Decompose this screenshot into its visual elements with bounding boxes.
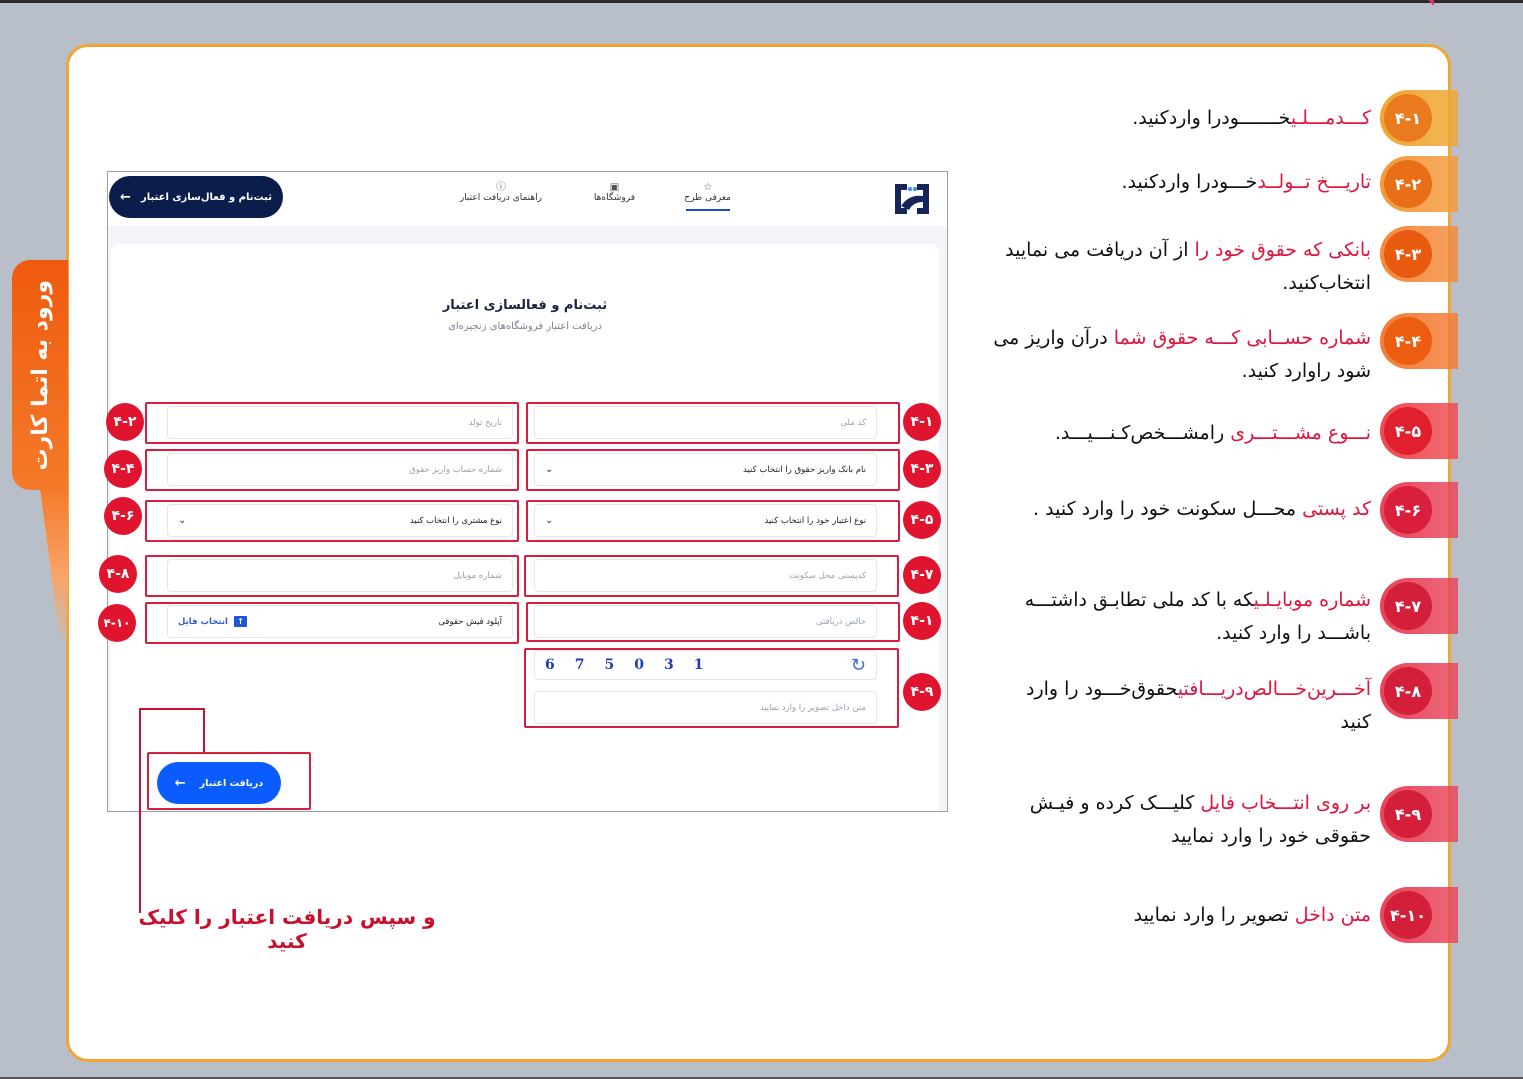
step-number: ۴-۶ — [1384, 486, 1432, 534]
placeholder: کد ملی — [840, 417, 866, 428]
form-title: ثبت‌نام و فعالسازی اعتبار — [442, 298, 608, 313]
step-ribbon — [1380, 403, 1458, 459]
step-ribbon — [1380, 663, 1458, 719]
instruction-text — [1001, 417, 1371, 450]
instruction-text — [1071, 899, 1371, 932]
account-number-input[interactable] — [167, 453, 513, 486]
connector-line — [139, 708, 141, 913]
step-number: ۴-۵ — [1384, 407, 1432, 455]
placeholder: شماره موبایل — [453, 570, 502, 581]
step-badge: ۴-۶ — [104, 497, 142, 535]
tab-label: راهنمای دریافت اعتبار — [459, 193, 542, 203]
step-badge: ۴-۴ — [104, 450, 142, 488]
instruction-text — [971, 234, 1371, 300]
chevron-down-icon: ⌄ — [545, 515, 554, 526]
instruction-text — [991, 322, 1371, 388]
get-credit-label: دریافت اعتبار — [199, 777, 264, 789]
choose-file-button[interactable] — [178, 616, 247, 627]
store-icon: ▣ — [609, 182, 620, 193]
connector-line — [139, 708, 205, 710]
upload-folder-icon: ↑ — [234, 616, 247, 627]
mobile-input[interactable] — [167, 559, 513, 592]
step-badge: ۴-۹ — [903, 673, 941, 711]
instruction-segment: رامشـــخص‌کـنـــیـــد. — [1054, 422, 1231, 444]
national-code-input[interactable] — [534, 406, 877, 439]
instruction-text — [1031, 102, 1371, 135]
step-ribbon — [1380, 887, 1458, 943]
tab-stores[interactable] — [594, 182, 635, 203]
step-badge: ۴-۱ — [903, 602, 941, 640]
step-ribbon — [1380, 90, 1458, 146]
step-ribbon — [1380, 578, 1458, 634]
instruction-highlight: کد پستی — [1302, 498, 1371, 520]
step-number: ۴-۷ — [1384, 582, 1432, 630]
step-ribbon — [1380, 482, 1458, 538]
upload-label: آپلود فیش حقوقی — [438, 616, 502, 627]
captcha-digit: 6 — [545, 657, 555, 673]
captcha-digit: 1 — [693, 657, 704, 673]
instruction-text — [991, 584, 1371, 650]
step-number: ۴-۱۰ — [1384, 891, 1432, 939]
instruction-highlight: کـــدمـــلـی — [1290, 107, 1371, 129]
captcha-input[interactable] — [534, 691, 877, 724]
step-number: ۴-۱ — [1384, 94, 1432, 142]
tab-guide[interactable] — [460, 182, 542, 203]
instruction-highlight: بانکی که حقوق خود را — [1194, 239, 1371, 261]
active-tab-indicator — [686, 209, 730, 211]
placeholder: خالص دریافتی — [815, 616, 866, 627]
form-subtitle: دریافت اعتبار فروشگاه‌های زنجیره‌ای — [448, 321, 602, 332]
customer-type-select[interactable] — [167, 504, 513, 537]
instruction-highlight: شماره موبایـلـی — [1253, 589, 1371, 611]
tab-label: معرفی طرح — [684, 193, 731, 203]
arrow-left-icon: ← — [174, 775, 186, 791]
step-badge: ۴-۲ — [106, 403, 144, 441]
instruction-text — [991, 787, 1371, 853]
placeholder: شماره حساب واریز حقوق — [409, 464, 502, 475]
submit-instruction: و سپس دریافت اعتبار را کلیک کنید — [138, 905, 436, 953]
refresh-icon[interactable]: ↻ — [850, 654, 866, 676]
side-tab-label: ورود به اتما کارت — [27, 279, 53, 471]
instruction-text — [1031, 166, 1371, 199]
step-number: ۴-۳ — [1384, 230, 1432, 278]
instruction-segment: از آن دریافت می نمایید انتخاب‌کنید. — [1005, 239, 1371, 294]
side-tab-tail — [40, 488, 68, 638]
atma-logo-icon — [891, 180, 933, 218]
bank-name-select[interactable] — [534, 453, 877, 486]
instruction-segment: درآن واریز می شود راوارد کنید. — [993, 327, 1371, 382]
captcha-image — [534, 650, 877, 680]
top-border — [0, 0, 1523, 3]
instruction-highlight: شماره حســابی کـــه حقوق شما — [1113, 327, 1371, 349]
chevron-down-icon: ⌄ — [545, 464, 554, 475]
select-value: نوع مشتری را انتخاب کنید — [409, 515, 502, 526]
instruction-segment: محـــل سکونت خود را وارد کنید . — [1033, 498, 1303, 520]
instruction-text — [1001, 673, 1371, 739]
placeholder: متن داخل تصویر را وارد نمایید — [759, 702, 866, 713]
net-income-input[interactable] — [534, 605, 877, 638]
register-activate-button[interactable] — [109, 176, 283, 218]
connector-line — [203, 708, 205, 752]
instruction-segment: حقوق‌خـــود را وارد کنید — [1025, 678, 1371, 733]
salary-slip-upload — [167, 605, 513, 638]
credit-type-select[interactable] — [534, 504, 877, 537]
captcha-digits — [545, 657, 704, 673]
side-tab-label-wrap — [12, 260, 68, 490]
step-ribbon — [1380, 156, 1458, 212]
instruction-highlight: بر روی انتـــخاب فایل — [1200, 792, 1371, 814]
step-ribbon — [1380, 226, 1458, 282]
chevron-down-icon: ⌄ — [178, 515, 187, 526]
step-badge: ۴-۵ — [903, 501, 941, 539]
step-badge: ۴-۱۰ — [98, 604, 136, 642]
corner-mark — [1428, 0, 1434, 6]
step-ribbon — [1380, 786, 1458, 842]
captcha-digit: 5 — [604, 657, 615, 673]
instruction-highlight: متن داخل — [1294, 904, 1371, 926]
step-badge: ۴-۳ — [903, 450, 941, 488]
info-icon: ⓘ — [495, 182, 506, 193]
placeholder: تاریخ تولد — [468, 417, 502, 428]
instruction-segment: که با کد ملی تطابـق داشتـــه باشـــد را وارد کنید. — [1024, 589, 1371, 644]
instruction-segment: تصویر را وارد نمایید — [1133, 904, 1295, 926]
instruction-text — [991, 493, 1371, 526]
step-badge: ۴-۷ — [903, 556, 941, 594]
site-navbar — [108, 172, 947, 226]
star-icon: ☆ — [703, 182, 713, 193]
instruction-highlight: تاریـــخ تــولــد — [1257, 171, 1371, 193]
step-ribbon — [1380, 313, 1458, 369]
instruction-segment: کلیـــک کرده و فیـش حقوقی خود را وارد نمایید — [1029, 792, 1371, 847]
register-activate-label: ثبت‌نام و فعال‌سازی اعتبار — [140, 191, 272, 203]
tab-label: فروشگاه‌ها — [593, 193, 635, 203]
instruction-segment: خـــــــودرا واردکنید. — [1132, 107, 1291, 129]
step-number: ۴-۴ — [1384, 317, 1432, 365]
step-number: ۴-۹ — [1384, 790, 1432, 838]
select-value: نام بانک واریز حقوق را انتخاب کنید — [742, 464, 866, 475]
postal-code-input[interactable] — [534, 559, 877, 592]
step-number: ۴-۸ — [1384, 667, 1432, 715]
instruction-segment: خـــودرا واردکنید. — [1121, 171, 1258, 193]
arrow-left-icon: ← — [120, 189, 131, 205]
get-credit-button[interactable] — [157, 762, 281, 804]
captcha-digit: 0 — [634, 657, 644, 673]
step-number: ۴-۲ — [1384, 160, 1432, 208]
instruction-highlight: آخـــرین‌خـــالص‌دریـــافتی — [1177, 678, 1371, 700]
select-value: نوع اعتبار خود را انتخاب کنید — [764, 515, 866, 526]
step-badge: ۴-۱ — [903, 403, 941, 441]
captcha-digit: 3 — [664, 657, 674, 673]
placeholder: کدپستی محل سکونت — [789, 570, 866, 581]
birth-date-input[interactable] — [167, 406, 513, 439]
captcha-digit: 7 — [574, 657, 585, 673]
tab-intro[interactable] — [684, 182, 731, 211]
step-badge: ۴-۸ — [99, 555, 137, 593]
choose-file-label: انتخاب فایل — [178, 616, 228, 627]
instruction-highlight: نـــوع مشـــتـــری — [1230, 422, 1371, 444]
